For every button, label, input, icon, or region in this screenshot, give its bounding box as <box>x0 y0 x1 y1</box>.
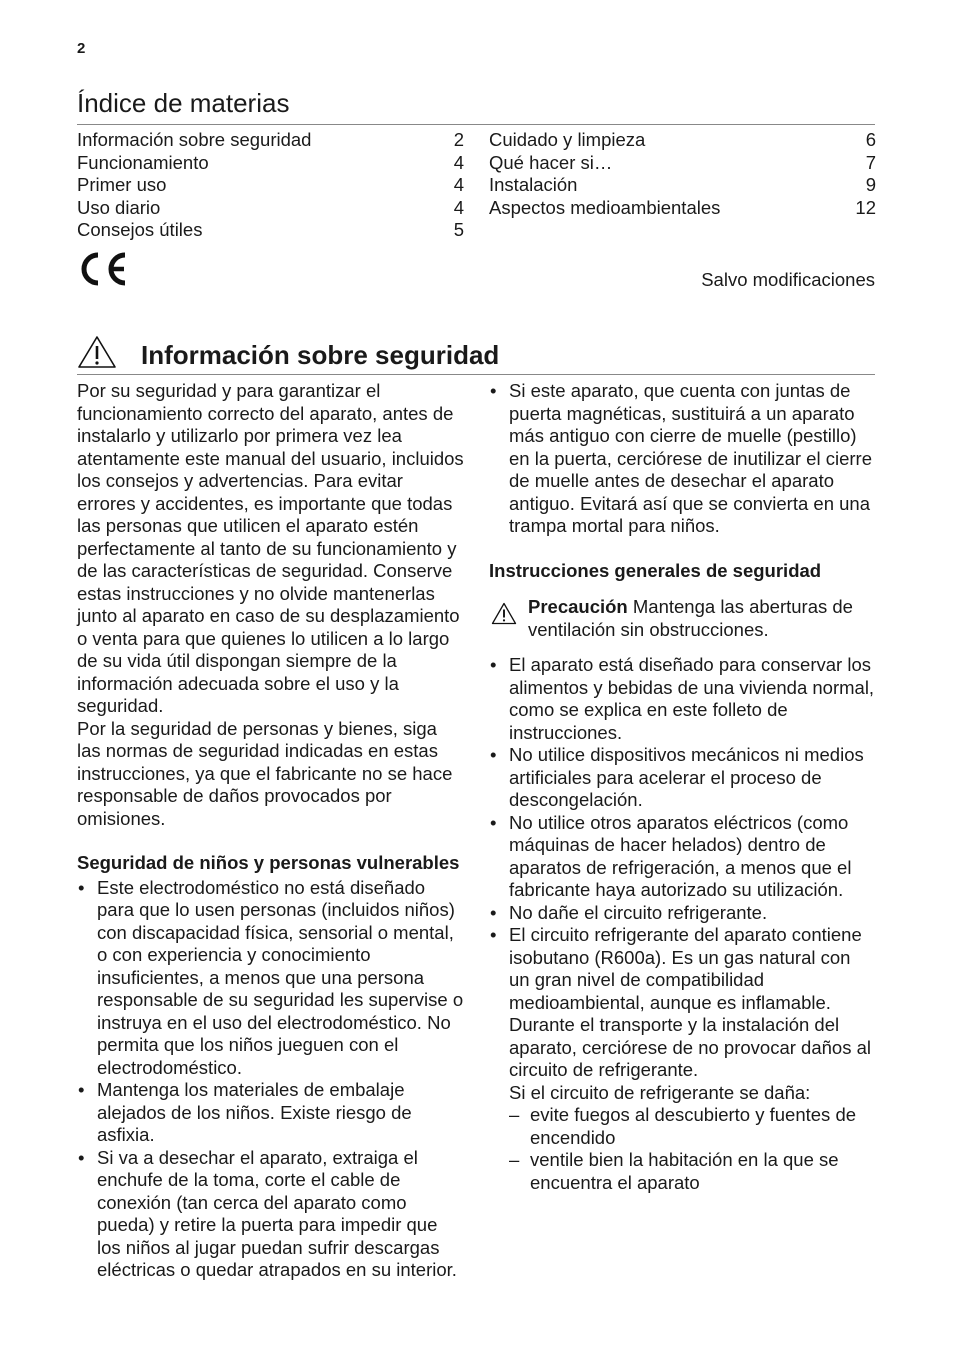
toc-entry[interactable] <box>77 152 464 175</box>
children-safety-list-continued <box>489 380 876 538</box>
caution-note <box>489 596 876 641</box>
caution-triangle-icon <box>491 602 517 625</box>
toc-entry[interactable] <box>489 197 876 220</box>
dash-item: – evite fuegos al descubierto y fuentes de encendido <box>509 1104 876 1149</box>
toc-entry-label: Uso diario <box>77 196 161 218</box>
dash-item: – ventile bien la habitación en la que se encuentra el aparato <box>509 1149 876 1194</box>
list-item: • No dañe el circuito refrigerante. <box>489 902 876 925</box>
list-item: • No utilice otros aparatos eléctricos (como máquinas de hacer helados) dentro de aparatos de refrigeración, a menos que el fabricante haya autorizado su utilización. <box>489 812 876 902</box>
toc-entry-label: Funcionamiento <box>77 151 209 173</box>
section-title: Información sobre seguridad <box>141 340 500 370</box>
children-safety-list <box>77 877 464 1282</box>
toc-entry-page: 5 <box>453 219 464 240</box>
list-item: • Si este aparato, que cuenta con juntas de puerta magnéticas, sustituirá a un aparato más antiguo con cierre de muelle (pestillo) en la puerta, cerciórese de inutilizar el cierre de muelle antes de desechar el aparato antiguo. Evitará así que se convierta en una trampa mortal para niños. <box>489 380 876 538</box>
refrigerant-text-2: Durante el transporte y la instalación del aparato, cerciórese de no provocar daños al circuito de refrigerante. <box>509 1014 871 1080</box>
list-item-refrigerant <box>489 924 876 1194</box>
toc-entry[interactable] <box>489 129 876 152</box>
toc-divider <box>77 124 875 125</box>
toc-entry-label: Qué hacer si… <box>489 151 613 173</box>
list-item: • No utilice dispositivos mecánicos ni medios artificiales para acelerar el proceso de descongelación. <box>489 744 876 812</box>
caution-label: Precaución <box>528 596 628 617</box>
disclaimer-note: Salvo modificaciones <box>701 269 875 290</box>
toc-entry[interactable] <box>77 129 464 152</box>
toc-entry[interactable] <box>77 197 464 220</box>
toc-entry-label: Primer uso <box>77 174 167 195</box>
toc-entry[interactable] <box>489 152 876 175</box>
list-item: • El aparato está diseñado para conservar los alimentos y bebidas de una vivienda normal, como se explica en este folleto de instrucciones. <box>489 654 876 744</box>
list-item: • Si va a desechar el aparato, extraiga el enchufe de la toma, corte el cable de conexión (tan cerca del aparato como pueda) y retire la puerta para impedir que los niños al jugar puedan sufrir descargas eléctricas o quedar atrapados en su interior. <box>77 1147 464 1282</box>
ce-mark-icon <box>76 251 130 287</box>
list-item: • Este electrodoméstico no está diseñado para que lo usen personas (incluidos niños) con discapacidad física, sensorial o mental, o con experiencia y conocimiento insuficientes, a menos que una persona responsable de su seguridad les supervise o instruya en el uso del electrodoméstico. No permita que los niños jueguen con el electrodoméstico. <box>77 877 464 1080</box>
intro-paragraph: Por su seguridad y para garantizar el funcionamiento correcto del aparato, antes de instalarlo y utilizarlo por primera vez lea atentamente este manual del usuario, incluidos los consejos y advertencias. Para evitar errores y accidentes, es importante que todas las personas que utilicen el aparato estén perfectamente al tanto de su funcionamiento y de las características de seguridad. Conserve estas instrucciones y no olvide mantenerlas junto al aparato en caso de su desplazamiento o venta para que quienes lo utilicen a lo largo de su vida útil dispongan siempre de la información adecuada sobre el uso y la seguridad. <box>77 380 464 716</box>
intro-paragraph-2: Por la seguridad de personas y bienes, siga las normas de seguridad indicadas en estas instrucciones, ya que el fabricante no se hace responsable de daños provocados por omisiones. <box>77 717 453 829</box>
toc-entry-label: Aspectos medioambientales <box>489 196 721 218</box>
general-safety-list <box>489 654 876 1194</box>
toc-entry-page: 4 <box>453 174 464 195</box>
toc-entry-label: Cuidado y limpieza <box>489 129 646 150</box>
children-safety-heading: Seguridad de niños y personas vulnerables <box>77 852 460 873</box>
right-text-column <box>489 380 876 1194</box>
toc-entry-label: Consejos útiles <box>77 219 203 240</box>
refrigerant-text: • El circuito refrigerante del aparato contiene isobutano (R600a). Es un gas natural con un gran nivel de compatibilidad medioambiental, aunque es inflamable. <box>509 924 862 1013</box>
general-safety-heading: Instrucciones generales de seguridad <box>489 559 822 581</box>
toc-entry-page: 12 <box>855 196 876 218</box>
section-divider <box>77 374 875 375</box>
toc-entry-page: 9 <box>865 174 876 195</box>
toc-entry-page: 4 <box>453 151 464 173</box>
toc-title: Índice de materias <box>77 88 290 118</box>
refrigerant-dash-list <box>509 1104 876 1194</box>
toc-entry-page: 6 <box>865 129 876 150</box>
page-number: 2 <box>77 40 86 57</box>
toc-entry[interactable] <box>77 219 464 242</box>
toc-entry-page: 4 <box>453 196 464 218</box>
refrigerant-text-3: Si el circuito de refrigerante se daña: <box>509 1081 811 1103</box>
left-text-column <box>77 380 464 1282</box>
toc-entry[interactable] <box>489 174 876 197</box>
warning-triangle-icon <box>77 335 117 369</box>
toc-left-column <box>77 129 464 242</box>
toc-entry-label: Información sobre seguridad <box>77 129 312 150</box>
toc-entry-page: 7 <box>865 151 876 173</box>
toc-right-column <box>489 129 876 219</box>
caution-text: Mantenga las aberturas de ventilación sin obstrucciones. <box>528 596 853 640</box>
list-item: • Mantenga los materiales de embalaje alejados de los niños. Existe riesgo de asfixia. <box>77 1079 464 1147</box>
toc-entry[interactable] <box>77 174 464 197</box>
toc-entry-label: Instalación <box>489 174 578 195</box>
toc-entry-page: 2 <box>453 129 464 150</box>
